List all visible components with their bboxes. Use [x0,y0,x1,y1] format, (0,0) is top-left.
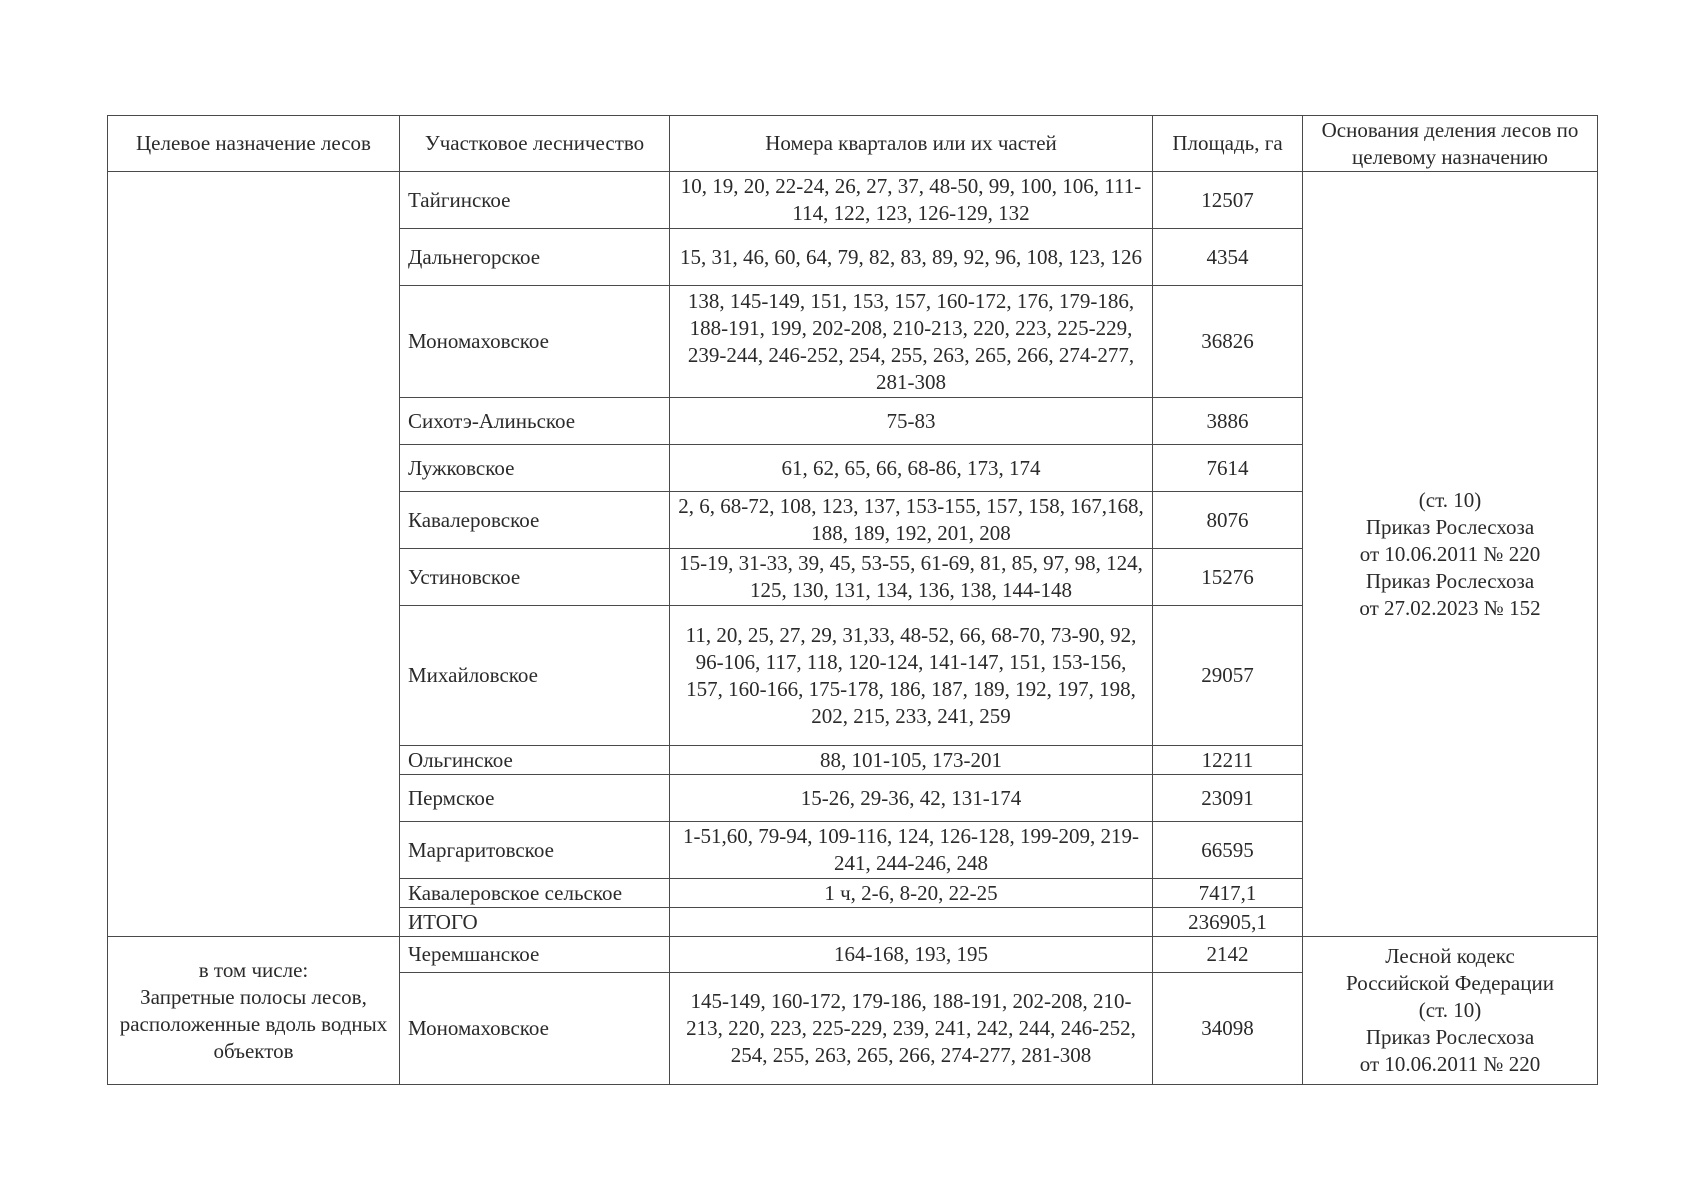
forestry-cell: Черемшанское [400,937,670,973]
quarters-cell: 88, 101-105, 173-201 [670,746,1153,775]
total-quarters [670,908,1153,937]
quarters-cell: 138, 145-149, 151, 153, 157, 160-172, 176, 179-186, 188-191, 199, 202-208, 210-213, 220, 223, 225-229, 239-244, 246-252, 254, 255, 263, 265, 266, 274-277, 281-308 [670,286,1153,398]
basis-line: Приказ Рослесхоза [1365,1025,1535,1049]
header-row [108,116,1598,172]
quarters-cell: 15-26, 29-36, 42, 131-174 [670,775,1153,822]
quarters-cell: 75-83 [670,398,1153,445]
basis-line: от 27.02.2023 № 152 [1359,595,1541,620]
forestry-cell: Кавалеровское сельское [400,879,670,908]
quarters-cell: 164-168, 193, 195 [670,937,1153,973]
header-purpose: Целевое назначение лесов [108,116,400,172]
quarters-cell: 2, 6, 68-72, 108, 123, 137, 153-155, 157, 158, 167,168, 188, 189, 192, 201, 208 [670,492,1153,549]
area-cell: 12211 [1153,746,1303,775]
purpose-intro: в том числе: [198,957,309,982]
basis-line: от 10.06.2011 № 220 [1359,1052,1541,1076]
basis-line: Российской Федерации [1346,971,1554,995]
quarters-cell: 15-19, 31-33, 39, 45, 53-55, 61-69, 81, 85, 97, 98, 124, 125, 130, 131, 134, 136, 138, 144-148 [670,549,1153,606]
area-cell: 3886 [1153,398,1303,445]
forestry-cell: Мономаховское [400,286,670,398]
forestry-cell: Лужковское [400,445,670,492]
quarters-cell: 1 ч, 2-6, 8-20, 22-25 [670,879,1153,908]
header-basis: Основания деления лесов по целевому назначению [1303,116,1598,172]
header-area: Площадь, га [1153,116,1303,172]
basis-cell-group1 [1303,172,1598,937]
area-cell: 66595 [1153,822,1303,879]
forestry-cell: Мономаховское [400,973,670,1085]
forest-purpose-table [107,115,1598,1085]
quarters-cell: 10, 19, 20, 22-24, 26, 27, 37, 48-50, 99, 100, 106, 111-114, 122, 123, 126-129, 132 [670,172,1153,229]
area-cell: 4354 [1153,229,1303,286]
area-cell: 36826 [1153,286,1303,398]
total-area: 236905,1 [1153,908,1303,937]
quarters-cell: 1-51,60, 79-94, 109-116, 124, 126-128, 199-209, 219-241, 244-246, 248 [670,822,1153,879]
forestry-cell: Дальнегорское [400,229,670,286]
area-cell: 7614 [1153,445,1303,492]
basis-line: (ст. 10) [1418,487,1482,512]
area-cell: 7417,1 [1153,879,1303,908]
purpose-cell-group2 [108,937,400,1085]
forestry-cell: Устиновское [400,549,670,606]
area-cell: 12507 [1153,172,1303,229]
forestry-cell: Кавалеровское [400,492,670,549]
area-cell: 8076 [1153,492,1303,549]
area-cell: 29057 [1153,606,1303,746]
quarters-cell: 11, 20, 25, 27, 29, 31,33, 48-52, 66, 68-70, 73-90, 92, 96-106, 117, 118, 120-124, 141-147, 151, 153-156, 157, 160-166, 175-178, 186, 187, 189, 192, 197, 198, 202, 215, 233, 241, 259 [670,606,1153,746]
header-quarters: Номера кварталов или их частей [670,116,1153,172]
forestry-cell: Ольгинское [400,746,670,775]
basis-line: (ст. 10) [1418,998,1482,1022]
header-forestry: Участковое лесничество [400,116,670,172]
basis-line: Приказ Рослесхоза [1365,568,1535,593]
quarters-cell: 15, 31, 46, 60, 64, 79, 82, 83, 89, 92, 96, 108, 123, 126 [670,229,1153,286]
purpose-text: Запретные полосы лесов, расположенные вдоль водных объектов [119,984,388,1063]
forestry-cell: Михайловское [400,606,670,746]
forestry-cell: Сихотэ-Алиньское [400,398,670,445]
basis-line: от 10.06.2011 № 220 [1359,541,1541,566]
basis-cell-group2 [1303,937,1598,1085]
area-cell: 15276 [1153,549,1303,606]
basis-line: Лесной кодекс [1385,944,1515,968]
forestry-cell: Тайгинское [400,172,670,229]
forestry-cell: Пермское [400,775,670,822]
quarters-cell: 61, 62, 65, 66, 68-86, 173, 174 [670,445,1153,492]
area-cell: 2142 [1153,937,1303,973]
quarters-cell: 145-149, 160-172, 179-186, 188-191, 202-208, 210-213, 220, 223, 225-229, 239, 241, 242, 244, 246-252, 254, 255, 263, 265, 266, 274-277, 281-308 [670,973,1153,1085]
purpose-cell-group1 [108,172,400,937]
table-row [108,172,1598,229]
table-row [108,937,1598,973]
area-cell: 34098 [1153,973,1303,1085]
forestry-cell: Маргаритовское [400,822,670,879]
area-cell: 23091 [1153,775,1303,822]
basis-line: Приказ Рослесхоза [1365,514,1535,539]
total-label: ИТОГО [400,908,670,937]
